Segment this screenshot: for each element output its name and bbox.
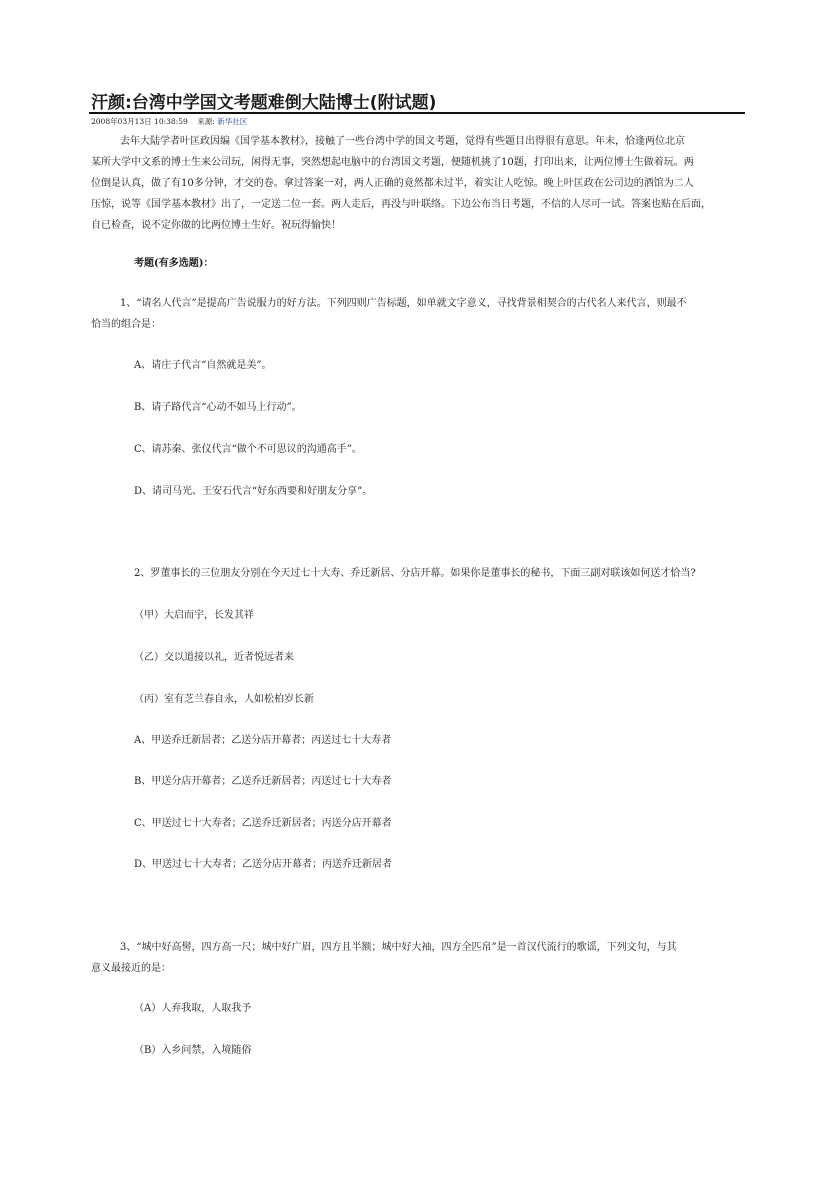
article-meta: [91, 116, 247, 127]
question-1-option: D、请司马光、王安石代言“好东西要和好朋友分享”。: [134, 486, 373, 497]
article-title: 汗颜:台湾中学国文考题难倒大陆博士(附试题): [91, 93, 437, 113]
question-3-stem: 3、“城中好高髻，四方高一尺；城中好广眉，四方且半额；城中好大袖，四方全匹帛”是一首汉代流行的歌谣，下列文句，与其: [120, 942, 677, 953]
question-2-couplet: （丙）室有芝兰春自永，人如松柏岁长新: [134, 694, 314, 705]
question-2-couplet: （甲）大启而宇，长发其祥: [134, 610, 254, 621]
question-1-option: C、请苏秦、张仪代言“做个不可思议的沟通高手”。: [134, 444, 362, 455]
source-label: 来源:: [197, 117, 215, 126]
intro-line: 压惊，说等《国学基本教材》出了，一定送二位一套。两人走后，再没与叶联络。下边公布当日考题，不信的人尽可一试。答案也贴在后面，: [91, 199, 711, 210]
question-1-stem: 1、“请名人代言”是提高广告说服力的好方法。下列四则广告标题，如单就文字意义，寻找背景相契合的古代名人来代言，则最不: [120, 298, 687, 309]
source-link[interactable]: 新华社区: [217, 117, 248, 126]
intro-line: 自已检查，说不定你做的比两位博士生好。祝玩得愉快！: [91, 220, 341, 231]
question-2-option: A、甲送乔迁新居者；乙送分店开幕者；丙送过七十大寿者: [134, 735, 392, 746]
question-3-option: （B）入乡问禁，入境随俗: [134, 1045, 252, 1056]
question-1-stem-cont: 恰当的组合是：: [91, 319, 161, 330]
question-2-option: C、甲送过七十大寿者；乙送乔迁新居者；丙送分店开幕者: [134, 818, 392, 829]
intro-line: 位倒是认真，做了有10多分钟，才交的卷。拿过答案一对，两人正确的竟然都未过半，着实让人吃惊。晚上叶匡政在公司边的酒馆为二人: [91, 178, 694, 189]
question-2-option: B、甲送分店开幕者；乙送乔迁新居者；丙送过七十大寿者: [134, 776, 392, 787]
question-2-option: D、甲送过七十大寿者；乙送分店开幕者；丙送乔迁新居者: [134, 859, 393, 870]
publish-date: 2008年03月13日 10:38:59: [91, 117, 188, 126]
question-3-option: （A）人弃我取，人取我予: [134, 1003, 252, 1014]
intro-line: 某所大学中文系的博士生来公司玩，闲得无事，突然想起电脑中的台湾国文考题，便随机挑了10题，打印出来，让两位博士生做着玩。两: [91, 157, 694, 168]
title-divider: [89, 112, 745, 114]
question-1-option: A、请庄子代言“自然就是美”。: [134, 360, 272, 371]
intro-line: 去年大陆学者叶匡政因编《国学基本教材》，接触了一些台湾中学的国文考题，觉得有些题目出得很有意思。年末，恰逢两位北京: [120, 136, 685, 147]
question-2-stem: 2、罗董事长的三位朋友分别在今天过七十大寿、乔迁新居、分店开幕。如果你是董事长的秘书，下面三副对联该如何送才恰当?: [134, 568, 696, 579]
question-2-couplet: （乙）交以道接以礼，近者悦远者来: [134, 652, 294, 663]
question-3-stem-cont: 意义最接近的是：: [91, 963, 171, 974]
question-1-option: B、请子路代言“心动不如马上行动”。: [134, 402, 302, 413]
section-heading: 考题(有多选题)：: [134, 258, 214, 269]
